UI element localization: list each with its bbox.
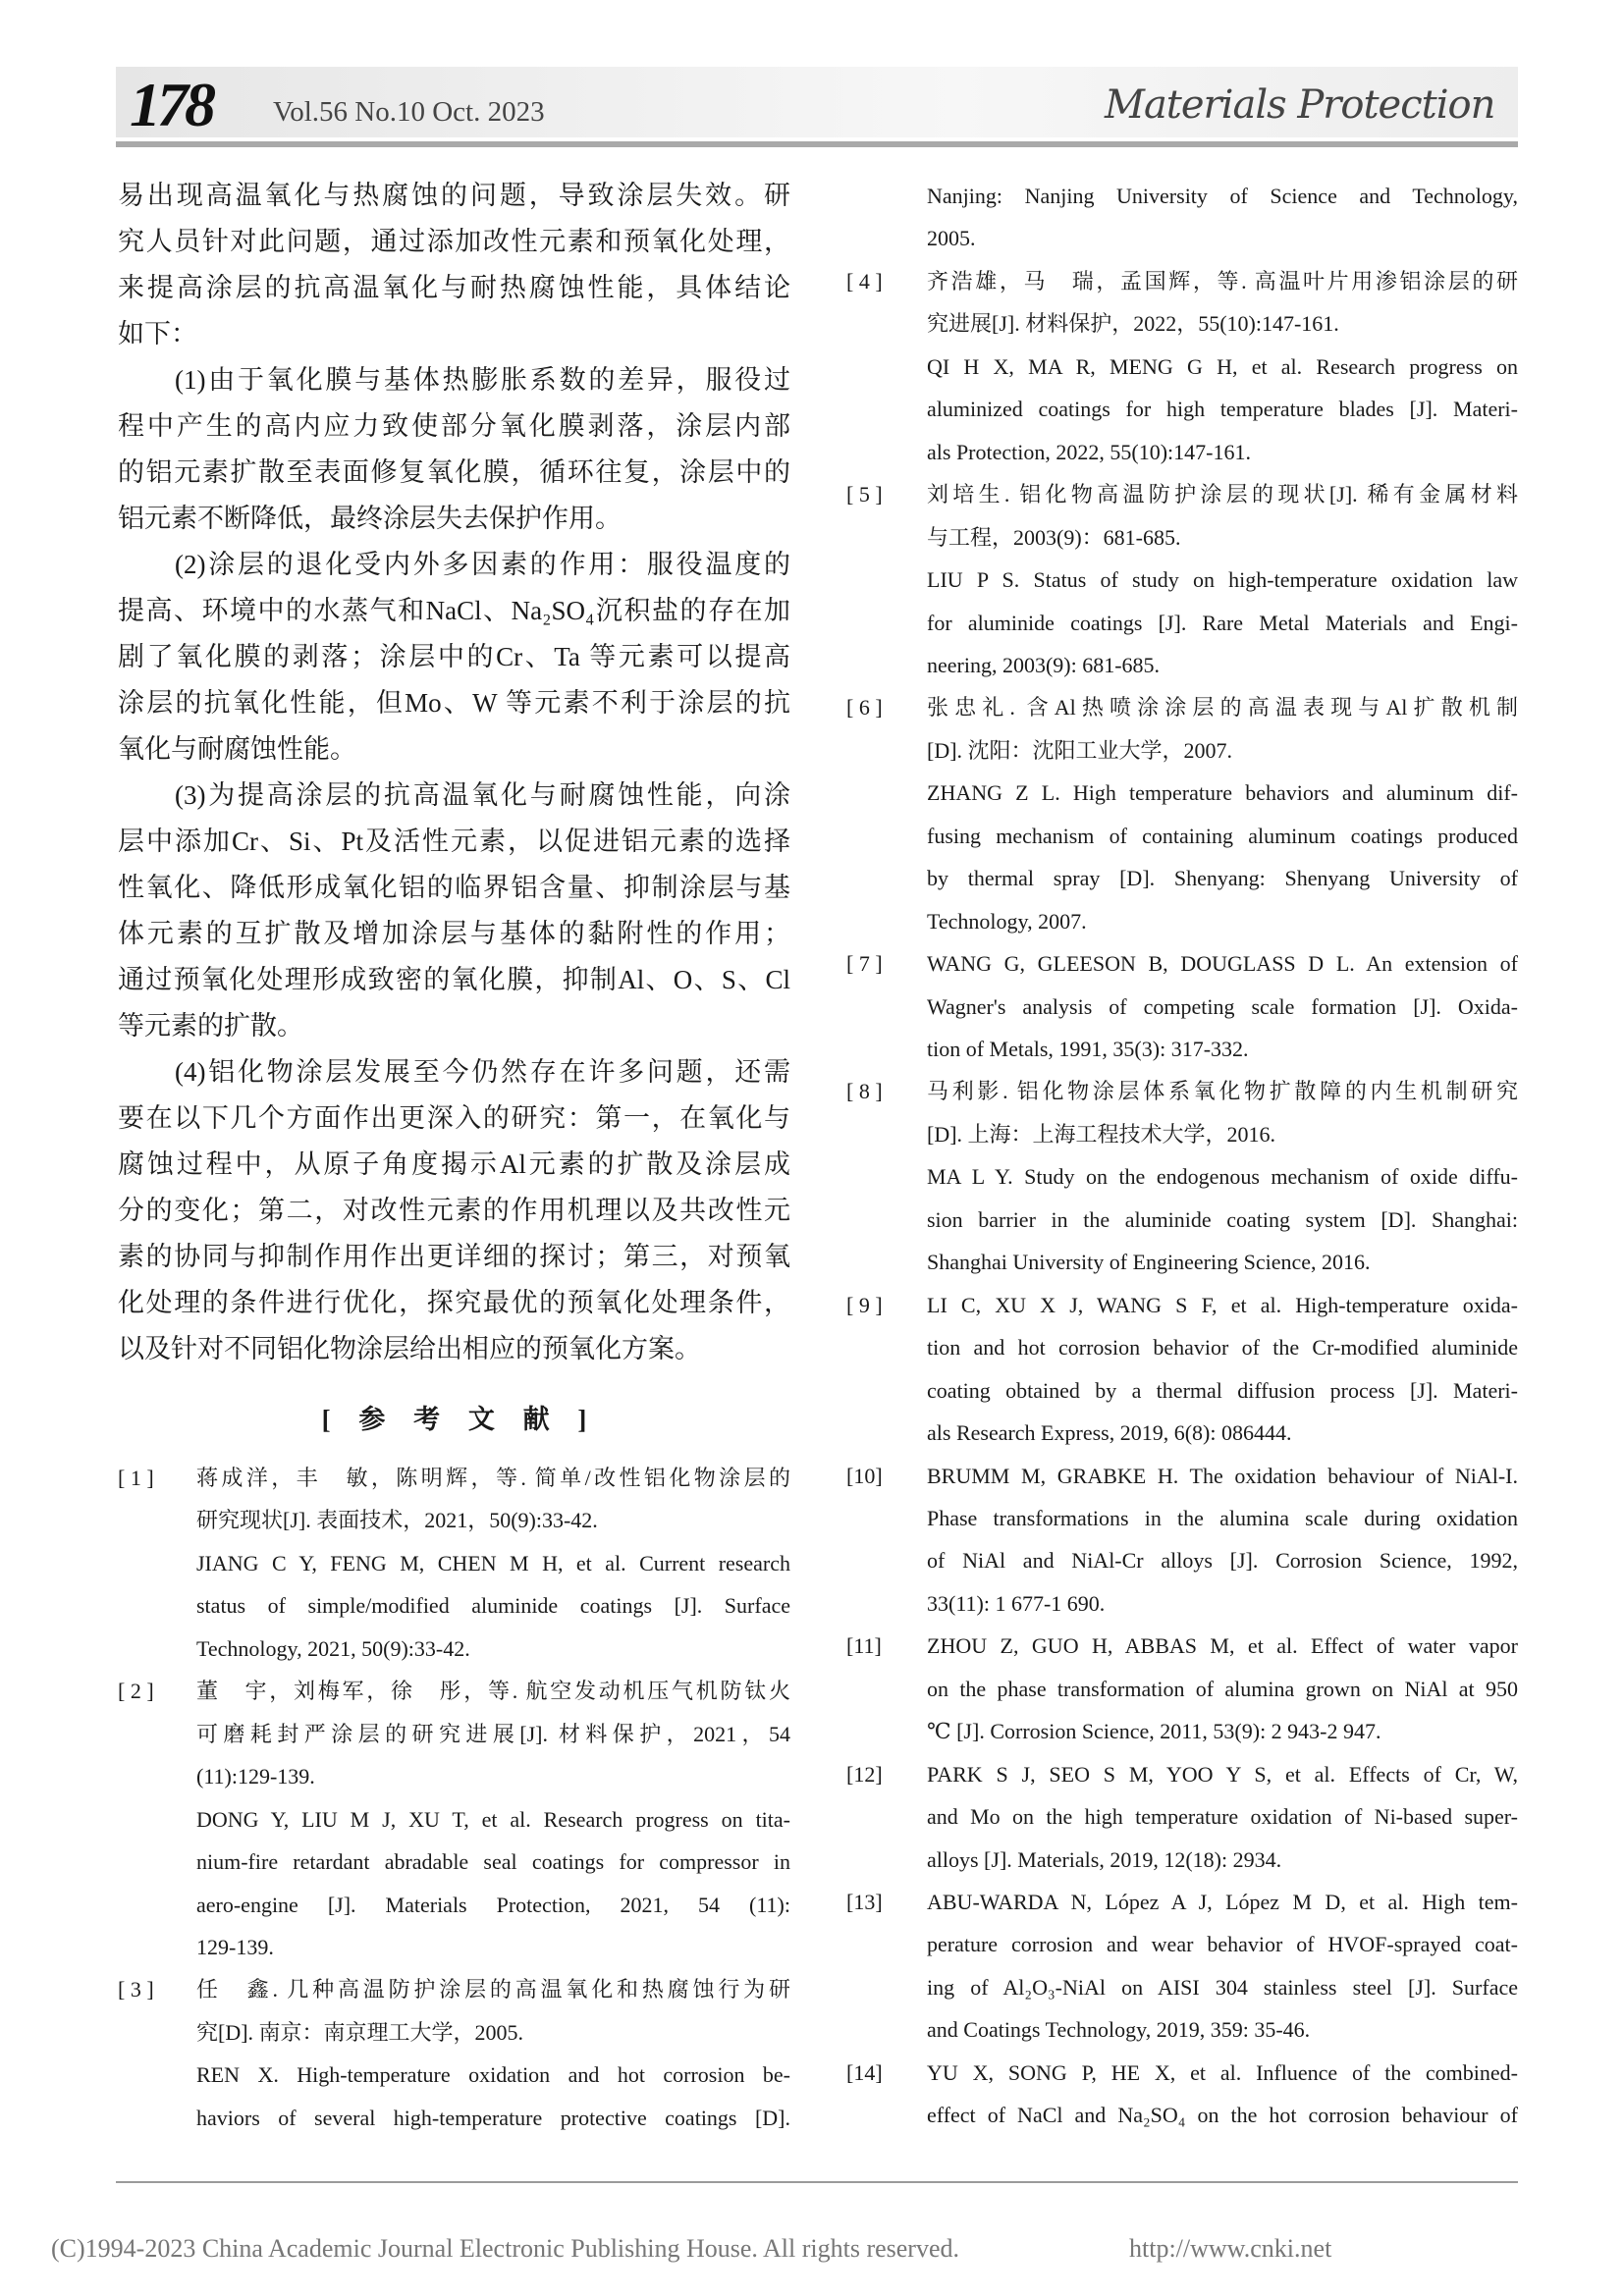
reference-line: fusing mechanism of containing aluminum coatings produced [927,823,1518,848]
reference-line: (11):129-139. [196,1764,315,1789]
body-text-line: 分的变化；第二，对改性元素的作用机理以及共改性元 [118,1196,790,1225]
reference-line: coating obtained by a thermal diffusion process [J]. Materi- [927,1377,1518,1403]
reference-line: 研究现状[J]. 表面技术，2021，50(9):33-42. [196,1508,598,1533]
body-text-line: (2)涂层的退化受内外多因素的作用：服役温度的 [175,550,790,579]
reference-line: 129-139. [196,1934,274,1959]
reference-number: [ 2 ] [118,1679,154,1704]
reference-line: on the phase transformation of alumina grown on NiAl at 950 [927,1676,1518,1701]
reference-line: status of simple/modified aluminide coatings [J]. Surface [196,1593,790,1619]
reference-number: [ 1 ] [118,1466,154,1490]
reference-line: 任 鑫. 几种高温防护涂层的高温氧化和热腐蚀行为研 [196,1977,790,2002]
reference-line: Shanghai University of Engineering Science, 2016. [927,1250,1371,1275]
reference-line: Technology, 2021, 50(9):33-42. [196,1635,470,1661]
reference-line: Nanjing: Nanjing University of Science and Technology, [927,184,1518,208]
reference-line: REN X. High-temperature oxidation and hot corrosion be- [196,2062,790,2088]
body-text-line: 素的协同与抑制作用作出更详细的探讨；第三，对预氧 [118,1242,790,1271]
body-text-line: (3)为提高涂层的抗高温氧化与耐腐蚀性能，向涂 [175,780,790,810]
reference-line: ZHOU Z, GUO H, ABBAS M, et al. Effect of water vapor [927,1633,1518,1659]
body-text-line: 程中产生的高内应力致使部分氧化膜剥落，涂层内部 [118,411,790,441]
body-text-line: 的铝元素扩散至表面修复氧化膜，循环往复，涂层中的 [118,457,790,487]
body-text-line: 涂层的抗氧化性能，但Mo、W 等元素不利于涂层的抗 [118,688,790,718]
body-text-line: 腐蚀过程中，从原子角度揭示Al元素的扩散及涂层成 [118,1149,790,1179]
reference-number: [ 6 ] [846,695,883,721]
reference-line: JIANG C Y, FENG M, CHEN M H, et al. Current research [196,1550,790,1575]
reference-number: [ 4 ] [846,268,883,294]
footer-divider [116,2181,1518,2183]
body-text-line: (1)由于氧化膜与基体热膨胀系数的差异，服役过 [175,365,790,395]
reference-line: 究进展[J]. 材料保护，2022，55(10):147-161. [927,311,1339,337]
reference-line: MA L Y. Study on the endogenous mechanism of oxide diffu- [927,1164,1518,1190]
reference-line: sion barrier in the aluminide coating system [D]. Shanghai: [927,1206,1518,1232]
body-text-line: 化处理的条件进行优化，探究最优的预氧化处理条件， [118,1288,790,1317]
body-text-line: 提高、环境中的水蒸气和NaCl、Na₂SO₄沉积盐的存在加 [118,596,790,625]
reference-line: 究[D]. 南京：南京理工大学，2005. [196,2019,524,2045]
reference-number: [ 9 ] [846,1292,883,1317]
reference-line: 董 宇，刘梅军，徐 彤，等. 航空发动机压气机防钛火 [196,1679,790,1704]
body-text-line: 如下： [118,319,197,348]
reference-line: neering, 2003(9): 681-685. [927,652,1161,677]
body-text-line: 究人员针对此问题，通过添加改性元素和预氧化处理， [118,227,790,256]
reference-line: perature corrosion and wear behavior of HVOF-sprayed coat- [927,1932,1518,1957]
page-number: 178 [130,70,212,139]
body-text-line: 通过预氧化处理形成致密的氧化膜，抑制Al、O、S、Cl [118,965,790,994]
reference-number: [ 8 ] [846,1079,883,1104]
reference-line: haviors of several high-temperature protective coatings [D]. [196,2105,790,2130]
reference-line: aero-engine [J]. Materials Protection, 2021, 54 (11): [196,1892,790,1917]
reference-number: [ 5 ] [846,482,883,507]
reference-line: 张忠礼. 含Al热喷涂涂层的高温表现与Al扩散机制 [927,695,1518,721]
reference-line: Phase transformations in the alumina scale during oxidation [927,1505,1518,1530]
reference-line: YU X, SONG P, HE X, et al. Influence of the combined- [927,2059,1518,2085]
reference-line: 蒋成洋，丰 敏，陈明辉，等. 简单/改性铝化物涂层的 [196,1466,790,1490]
reference-line: WANG G, GLEESON B, DOUGLASS D L. An extension of [927,951,1518,977]
reference-line: ing of Al₂O₃-NiAl on AISI 304 stainless steel [J]. Surface [927,1974,1518,2000]
reference-line: als Research Express, 2019, 6(8): 086444. [927,1420,1292,1446]
reference-line: tion and hot corrosion behavior of the Cr-modified aluminide [927,1335,1518,1361]
reference-line: PARK S J, SEO S M, YOO Y S, et al. Effects of Cr, W, [927,1761,1518,1787]
reference-line: aluminized coatings for high temperature blades [J]. Materi- [927,397,1518,422]
body-text-line: 来提高涂层的抗高温氧化与耐热腐蚀性能，具体结论 [118,273,790,302]
reference-line: 刘培生. 铝化物高温防护涂层的现状[J]. 稀有金属材料 [927,482,1518,507]
reference-line: Technology, 2007. [927,908,1087,934]
copyright-notice: (C)1994-2023 China Academic Journal Electronic Publishing House. All rights reserved. [51,2234,959,2263]
body-text-line: 以及针对不同铝化物涂层给出相应的预氧化方案。 [118,1334,701,1363]
reference-line: and Coatings Technology, 2019, 359: 35-46. [927,2017,1311,2043]
reference-line: nium-fire retardant abradable seal coatings for compressor in [196,1849,790,1875]
reference-line: QI H X, MA R, MENG G H, et al. Research progress on [927,353,1518,379]
body-text-line: (4)铝化物涂层发展至今仍然存在许多问题，还需 [175,1057,790,1087]
reference-line: Wagner's analysis of competing scale formation [J]. Oxida- [927,993,1518,1019]
body-text-line: 体元素的互扩散及增加涂层与基体的黏附性的作用； [118,919,790,948]
body-text-line: 性氧化、降低形成氧化铝的临界铝含量、抑制涂层与基 [118,873,790,902]
reference-line: LI C, XU X J, WANG S F, et al. High-temperature oxida- [927,1292,1518,1317]
footer-link[interactable]: http://www.cnki.net [1129,2234,1332,2263]
reference-line: 马利影. 铝化物涂层体系氧化物扩散障的内生机制研究 [927,1079,1518,1104]
reference-line: for aluminide coatings [J]. Rare Metal Materials and Engi- [927,610,1518,635]
reference-line: BRUMM M, GRABKE H. The oxidation behaviour of NiAl-I. [927,1463,1518,1488]
volume-issue: Vol.56 No.10 Oct. 2023 [273,96,545,128]
reference-line: ZHANG Z L. High temperature behaviors and aluminum dif- [927,780,1518,806]
reference-line: 齐浩雄，马 瑞，孟国辉，等. 高温叶片用渗铝涂层的研 [927,268,1518,294]
reference-line: 与工程，2003(9)：681-685. [927,524,1181,550]
reference-line: ABU-WARDA N, López A J, López M D, et al. High tem- [927,1890,1518,1914]
reference-number: [14] [846,2059,883,2085]
body-text-line: 等元素的扩散。 [118,1011,303,1041]
reference-line: and Mo on the high temperature oxidation of Ni-based super- [927,1804,1518,1830]
reference-line: effect of NaCl and Na₂SO₄ on the hot corrosion behaviour of [927,2103,1518,2128]
reference-line: [D]. 上海：上海工程技术大学，2016. [927,1121,1276,1147]
body-text-line: 易出现高温氧化与热腐蚀的问题，导致涂层失效。研 [118,181,790,210]
body-text-line: 剧了氧化膜的剥落；涂层中的Cr、Ta 等元素可以提高 [118,642,790,671]
reference-number: [ 7 ] [846,951,883,977]
reference-line: 2005. [927,226,976,251]
reference-line: als Protection, 2022, 55(10):147-161. [927,439,1251,464]
header-divider [116,141,1518,147]
reference-number: [10] [846,1463,883,1488]
reference-line: by thermal spray [D]. Shenyang: Shenyang University of [927,866,1518,891]
body-text-line: 要在以下几个方面作出更深入的研究：第一，在氧化与 [118,1103,790,1133]
reference-line: LIU P S. Status of study on high-temperature oxidation law [927,567,1518,593]
reference-number: [12] [846,1761,883,1787]
reference-line: [D]. 沈阳：沈阳工业大学，2007. [927,737,1233,763]
reference-number: [11] [846,1633,882,1659]
body-text-line: 层中添加Cr、Si、Pt及活性元素，以促进铝元素的选择 [118,827,790,856]
reference-line: of NiAl and NiAl-Cr alloys [J]. Corrosion Science, 1992, [927,1548,1518,1574]
reference-number: [ 3 ] [118,1977,154,2002]
reference-line: 可磨耗封严涂层的研究进展[J]. 材料保护，2021，54 [196,1721,790,1746]
journal-name: Materials Protection [1105,82,1495,128]
reference-line: alloys [J]. Materials, 2019, 12(18): 2934. [927,1846,1282,1872]
reference-line: tion of Metals, 1991, 35(3): 317-332. [927,1037,1249,1061]
reference-line: DONG Y, LIU M J, XU T, et al. Research progress on tita- [196,1806,790,1832]
body-text-line: 氧化与耐腐蚀性能。 [118,734,356,764]
references-heading: [ 参 考 文 献 ] [321,1405,587,1434]
body-text-line: 铝元素不断降低，最终涂层失去保护作用。 [118,504,622,533]
reference-number: [13] [846,1890,883,1914]
reference-line: ℃ [J]. Corrosion Science, 2011, 53(9): 2 943-2 947. [927,1719,1381,1744]
reference-line: 33(11): 1 677-1 690. [927,1590,1106,1616]
